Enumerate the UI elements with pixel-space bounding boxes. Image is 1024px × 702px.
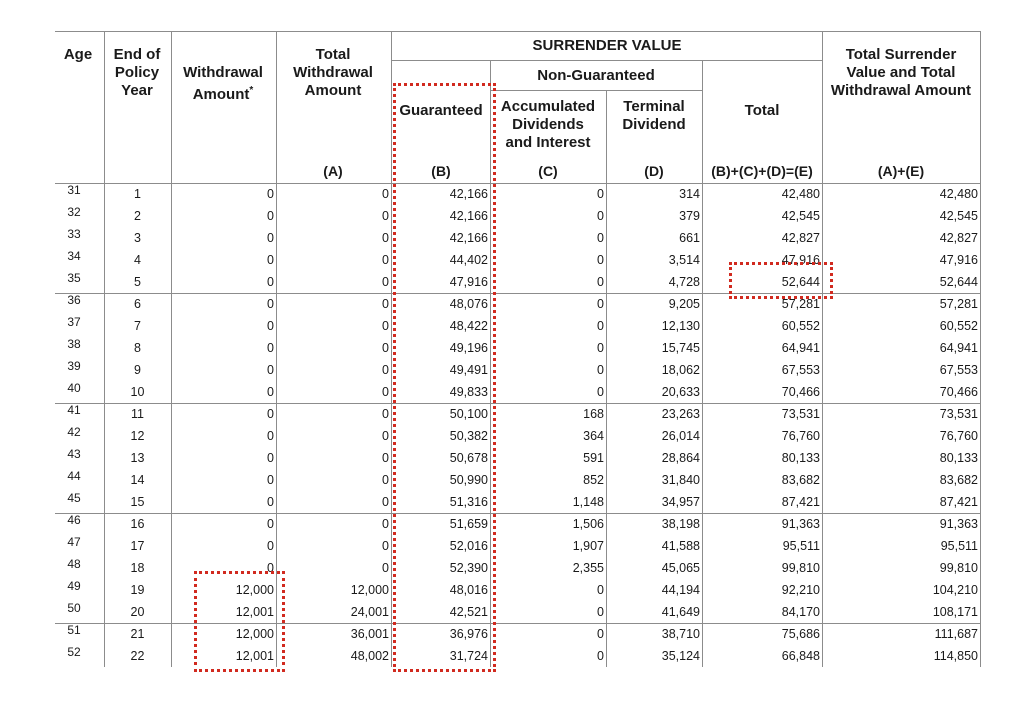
cell-accumulated: 168 xyxy=(583,407,604,421)
cell-terminal: 31,840 xyxy=(661,473,700,487)
cell-withdrawal: 12,000 xyxy=(235,627,274,641)
cell-total: 95,511 xyxy=(782,539,820,553)
cell-grand-total: 108,171 xyxy=(932,605,978,619)
cell-grand-total: 64,941 xyxy=(939,341,978,355)
cell-accumulated: 0 xyxy=(597,253,604,267)
cell-guaranteed: 31,724 xyxy=(449,649,488,663)
cell-accumulated: 852 xyxy=(583,473,604,487)
cell-age: 47 xyxy=(67,535,81,549)
cell-terminal: 41,649 xyxy=(661,605,700,619)
cell-total: 67,553 xyxy=(781,363,820,377)
formula-a: (A) xyxy=(323,163,343,179)
header-terminal-dividend: Terminal Dividend xyxy=(622,98,686,133)
cell-grand-total: 80,133 xyxy=(939,451,978,465)
cell-terminal: 28,864 xyxy=(661,451,700,465)
cell-total-withdrawal: 0 xyxy=(382,385,389,399)
cell-grand-total: 42,827 xyxy=(939,231,978,245)
cell-terminal: 45,065 xyxy=(661,561,700,575)
cell-grand-total: 99,810 xyxy=(939,561,978,575)
cell-grand-total: 95,511 xyxy=(940,539,978,553)
cell-guaranteed: 51,659 xyxy=(449,517,488,531)
cell-guaranteed: 50,678 xyxy=(449,451,488,465)
header-non-guaranteed: Non-Guaranteed xyxy=(537,67,655,84)
cell-policy-year: 3 xyxy=(134,231,141,245)
header-guaranteed: Guaranteed xyxy=(399,102,483,119)
cell-total: 70,466 xyxy=(781,385,820,399)
cell-total: 84,170 xyxy=(781,605,820,619)
cell-terminal: 26,014 xyxy=(661,429,700,443)
cell-policy-year: 21 xyxy=(130,627,145,641)
cell-total-withdrawal: 0 xyxy=(382,473,389,487)
cell-accumulated: 0 xyxy=(597,319,604,333)
cell-total: 57,281 xyxy=(781,297,820,311)
cell-total: 64,941 xyxy=(781,341,820,355)
cell-total-withdrawal: 0 xyxy=(382,517,389,531)
cell-terminal: 4,728 xyxy=(668,275,700,289)
cell-age: 33 xyxy=(67,227,81,241)
cell-withdrawal: 0 xyxy=(267,209,274,223)
cell-withdrawal: 0 xyxy=(267,539,274,553)
cell-age: 35 xyxy=(67,271,81,285)
header-total-surrender: Total Surrender Value and Total Withdrawal Amount xyxy=(830,46,972,99)
cell-total: 42,827 xyxy=(781,231,820,245)
cell-total-withdrawal: 12,000 xyxy=(350,583,389,597)
cell-accumulated: 0 xyxy=(597,341,604,355)
formula-d: (D) xyxy=(644,163,664,179)
cell-withdrawal: 12,000 xyxy=(235,583,274,597)
cell-accumulated: 0 xyxy=(597,209,604,223)
formula-e: (B)+(C)+(D)=(E) xyxy=(711,163,813,179)
cell-total: 66,848 xyxy=(781,649,820,663)
cell-total-withdrawal: 0 xyxy=(382,451,389,465)
cell-accumulated: 0 xyxy=(597,187,604,201)
cell-policy-year: 4 xyxy=(134,253,141,267)
cell-terminal: 23,263 xyxy=(661,407,700,421)
cell-terminal: 35,124 xyxy=(661,649,700,663)
cell-terminal: 18,062 xyxy=(661,363,700,377)
cell-guaranteed: 42,166 xyxy=(449,187,488,201)
cell-terminal: 9,205 xyxy=(668,297,700,311)
cell-withdrawal: 0 xyxy=(267,187,274,201)
cell-guaranteed: 49,833 xyxy=(449,385,488,399)
cell-total: 47,916 xyxy=(781,253,820,267)
cell-age: 48 xyxy=(67,557,81,571)
surrender-divider xyxy=(392,60,822,61)
cell-policy-year: 10 xyxy=(130,385,145,399)
cell-grand-total: 111,687 xyxy=(934,627,978,641)
cell-total-withdrawal: 0 xyxy=(382,297,389,311)
cell-guaranteed: 51,316 xyxy=(449,495,488,509)
col-line-9 xyxy=(980,31,981,667)
cell-grand-total: 91,363 xyxy=(939,517,978,531)
cell-total-withdrawal: 0 xyxy=(382,561,389,575)
cell-grand-total: 42,545 xyxy=(939,209,978,223)
cell-age: 34 xyxy=(67,249,81,263)
cell-age: 52 xyxy=(67,645,81,659)
cell-terminal: 41,588 xyxy=(661,539,700,553)
cell-guaranteed: 44,402 xyxy=(449,253,488,267)
cell-total-withdrawal: 0 xyxy=(382,319,389,333)
table-top-border xyxy=(55,31,981,32)
cell-total-withdrawal: 0 xyxy=(382,407,389,421)
cell-policy-year: 18 xyxy=(130,561,145,575)
cell-total-withdrawal: 0 xyxy=(382,341,389,355)
cell-total-withdrawal: 0 xyxy=(382,275,389,289)
cell-age: 40 xyxy=(67,381,81,395)
cell-policy-year: 5 xyxy=(134,275,141,289)
cell-accumulated: 1,907 xyxy=(572,539,604,553)
header-withdrawal-amount xyxy=(172,46,274,104)
cell-withdrawal: 0 xyxy=(267,253,274,267)
cell-total: 92,210 xyxy=(781,583,820,597)
cell-total: 73,531 xyxy=(781,407,820,421)
cell-policy-year: 22 xyxy=(130,649,145,663)
cell-total-withdrawal: 48,002 xyxy=(350,649,389,663)
cell-age: 39 xyxy=(67,359,81,373)
cell-guaranteed: 48,422 xyxy=(449,319,488,333)
cell-guaranteed: 49,196 xyxy=(449,341,488,355)
cell-accumulated: 591 xyxy=(583,451,604,465)
cell-total-withdrawal: 36,001 xyxy=(350,627,389,641)
cell-total-withdrawal: 0 xyxy=(382,363,389,377)
cell-policy-year: 2 xyxy=(134,209,141,223)
header-withdrawal-text: Withdrawal Amount xyxy=(183,64,263,103)
cell-withdrawal: 0 xyxy=(267,495,274,509)
cell-policy-year: 6 xyxy=(134,297,141,311)
non-guaranteed-divider xyxy=(490,90,702,91)
cell-terminal: 38,710 xyxy=(661,627,700,641)
cell-terminal: 15,745 xyxy=(661,341,700,355)
cell-total-withdrawal: 0 xyxy=(382,253,389,267)
cell-withdrawal: 12,001 xyxy=(235,649,274,663)
cell-guaranteed: 50,990 xyxy=(449,473,488,487)
cell-policy-year: 1 xyxy=(134,187,141,201)
cell-accumulated: 0 xyxy=(597,385,604,399)
cell-withdrawal: 0 xyxy=(267,297,274,311)
cell-grand-total: 47,916 xyxy=(939,253,978,267)
cell-accumulated: 364 xyxy=(583,429,604,443)
cell-terminal: 34,957 xyxy=(661,495,700,509)
cell-policy-year: 16 xyxy=(130,517,145,531)
cell-guaranteed: 48,076 xyxy=(449,297,488,311)
cell-total-withdrawal: 0 xyxy=(382,231,389,245)
cell-withdrawal: 0 xyxy=(267,319,274,333)
cell-total: 91,363 xyxy=(781,517,820,531)
cell-terminal: 12,130 xyxy=(661,319,700,333)
cell-accumulated: 0 xyxy=(597,275,604,289)
cell-age: 43 xyxy=(67,447,81,461)
cell-grand-total: 67,553 xyxy=(939,363,978,377)
cell-terminal: 44,194 xyxy=(661,583,700,597)
cell-policy-year: 17 xyxy=(130,539,145,553)
cell-total: 60,552 xyxy=(781,319,820,333)
header-accumulated-dividends: Accumulated Dividends and Interest xyxy=(500,98,596,151)
cell-guaranteed: 48,016 xyxy=(449,583,488,597)
cell-accumulated: 1,506 xyxy=(572,517,604,531)
cell-terminal: 38,198 xyxy=(661,517,700,531)
cell-policy-year: 11 xyxy=(131,407,144,421)
cell-guaranteed: 50,382 xyxy=(449,429,488,443)
cell-guaranteed: 36,976 xyxy=(449,627,488,641)
cell-guaranteed: 42,521 xyxy=(449,605,488,619)
cell-accumulated: 0 xyxy=(597,605,604,619)
cell-withdrawal: 0 xyxy=(267,517,274,531)
cell-policy-year: 9 xyxy=(134,363,141,377)
cell-grand-total: 76,760 xyxy=(939,429,978,443)
cell-total-withdrawal: 0 xyxy=(382,495,389,509)
cell-grand-total: 52,644 xyxy=(939,275,978,289)
cell-total-withdrawal: 0 xyxy=(382,209,389,223)
cell-grand-total: 70,466 xyxy=(939,385,978,399)
cell-withdrawal: 0 xyxy=(267,429,274,443)
cell-age: 37 xyxy=(67,315,81,329)
cell-guaranteed: 52,016 xyxy=(449,539,488,553)
cell-accumulated: 0 xyxy=(597,583,604,597)
cell-guaranteed: 49,491 xyxy=(449,363,488,377)
cell-withdrawal: 0 xyxy=(267,473,274,487)
cell-total: 42,545 xyxy=(781,209,820,223)
cell-grand-total: 104,210 xyxy=(932,583,978,597)
cell-age: 41 xyxy=(67,403,81,417)
cell-terminal: 661 xyxy=(679,231,700,245)
cell-total: 76,760 xyxy=(781,429,820,443)
cell-age: 44 xyxy=(67,469,81,483)
cell-grand-total: 57,281 xyxy=(939,297,978,311)
cell-withdrawal: 0 xyxy=(267,275,274,289)
cell-policy-year: 13 xyxy=(130,451,145,465)
formula-ae: (A)+(E) xyxy=(877,163,925,179)
cell-accumulated: 0 xyxy=(597,231,604,245)
header-age: Age xyxy=(63,46,93,63)
cell-age: 50 xyxy=(67,601,81,615)
cell-withdrawal: 0 xyxy=(267,231,274,245)
header-total-withdrawal: Total Withdrawal Amount xyxy=(293,46,373,99)
cell-terminal: 3,514 xyxy=(668,253,700,267)
cell-accumulated: 0 xyxy=(597,363,604,377)
cell-guaranteed: 52,390 xyxy=(449,561,488,575)
cell-total: 42,480 xyxy=(781,187,820,201)
cell-grand-total: 114,850 xyxy=(933,649,978,663)
cell-total-withdrawal: 0 xyxy=(382,429,389,443)
cell-terminal: 379 xyxy=(679,209,700,223)
cell-withdrawal: 0 xyxy=(267,363,274,377)
cell-grand-total: 73,531 xyxy=(939,407,978,421)
cell-policy-year: 19 xyxy=(130,583,145,597)
cell-accumulated: 0 xyxy=(597,627,604,641)
cell-guaranteed: 42,166 xyxy=(449,231,488,245)
cell-accumulated: 0 xyxy=(597,297,604,311)
cell-terminal: 314 xyxy=(679,187,700,201)
cell-accumulated: 1,148 xyxy=(572,495,604,509)
cell-grand-total: 87,421 xyxy=(939,495,978,509)
cell-withdrawal: 0 xyxy=(267,451,274,465)
cell-total-withdrawal: 0 xyxy=(382,539,389,553)
cell-policy-year: 14 xyxy=(130,473,145,487)
cell-age: 42 xyxy=(67,425,81,439)
cell-grand-total: 42,480 xyxy=(939,187,978,201)
formula-c: (C) xyxy=(538,163,558,179)
cell-accumulated: 0 xyxy=(597,649,604,663)
cell-guaranteed: 47,916 xyxy=(449,275,488,289)
cell-total-withdrawal: 0 xyxy=(382,187,389,201)
cell-withdrawal: 0 xyxy=(267,407,274,421)
cell-total: 80,133 xyxy=(781,451,820,465)
cell-policy-year: 8 xyxy=(134,341,141,355)
cell-total: 52,644 xyxy=(781,275,820,289)
cell-total: 75,686 xyxy=(781,627,820,641)
cell-accumulated: 2,355 xyxy=(572,561,604,575)
cell-total: 87,421 xyxy=(781,495,820,509)
cell-policy-year: 7 xyxy=(134,319,141,333)
cell-total-withdrawal: 24,001 xyxy=(350,605,389,619)
cell-age: 46 xyxy=(67,513,81,527)
cell-guaranteed: 42,166 xyxy=(449,209,488,223)
footnote-mark: * xyxy=(249,85,254,96)
cell-policy-year: 12 xyxy=(130,429,145,443)
cell-total: 83,682 xyxy=(781,473,820,487)
cell-withdrawal: 0 xyxy=(267,561,274,575)
cell-age: 49 xyxy=(67,579,81,593)
cell-grand-total: 60,552 xyxy=(939,319,978,333)
cell-withdrawal: 0 xyxy=(267,341,274,355)
cell-guaranteed: 50,100 xyxy=(449,407,488,421)
cell-age: 45 xyxy=(67,491,81,505)
header-surrender-value: SURRENDER VALUE xyxy=(532,37,682,54)
cell-age: 32 xyxy=(67,205,81,219)
cell-withdrawal: 0 xyxy=(267,385,274,399)
cell-policy-year: 20 xyxy=(130,605,145,619)
cell-age: 36 xyxy=(67,293,81,307)
cell-withdrawal: 12,001 xyxy=(235,605,274,619)
cell-age: 31 xyxy=(67,183,81,197)
formula-b: (B) xyxy=(431,163,451,179)
cell-policy-year: 15 xyxy=(130,495,145,509)
cell-age: 38 xyxy=(67,337,81,351)
header-policy-year: End of Policy Year xyxy=(113,46,161,99)
cell-grand-total: 83,682 xyxy=(939,473,978,487)
header-total: Total xyxy=(744,102,780,119)
cell-total: 99,810 xyxy=(781,561,820,575)
cell-age: 51 xyxy=(67,623,81,637)
cell-terminal: 20,633 xyxy=(661,385,700,399)
